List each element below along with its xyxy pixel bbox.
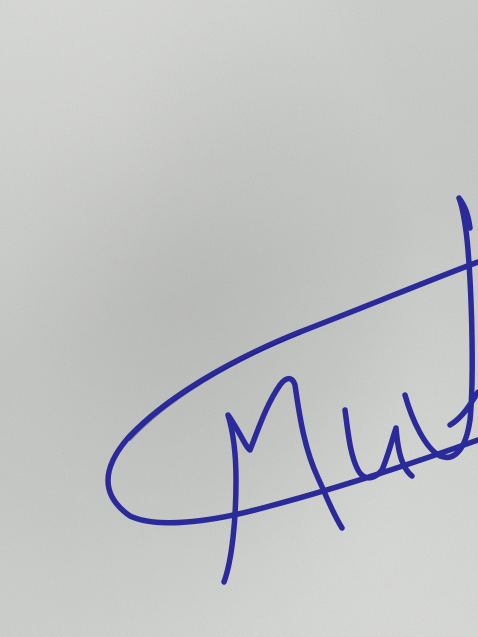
signature-underline-loop	[108, 262, 478, 523]
signature-stroke-shadow	[130, 334, 300, 440]
signature-letter-m	[224, 379, 342, 582]
signature-letter-l-tail	[450, 392, 478, 425]
